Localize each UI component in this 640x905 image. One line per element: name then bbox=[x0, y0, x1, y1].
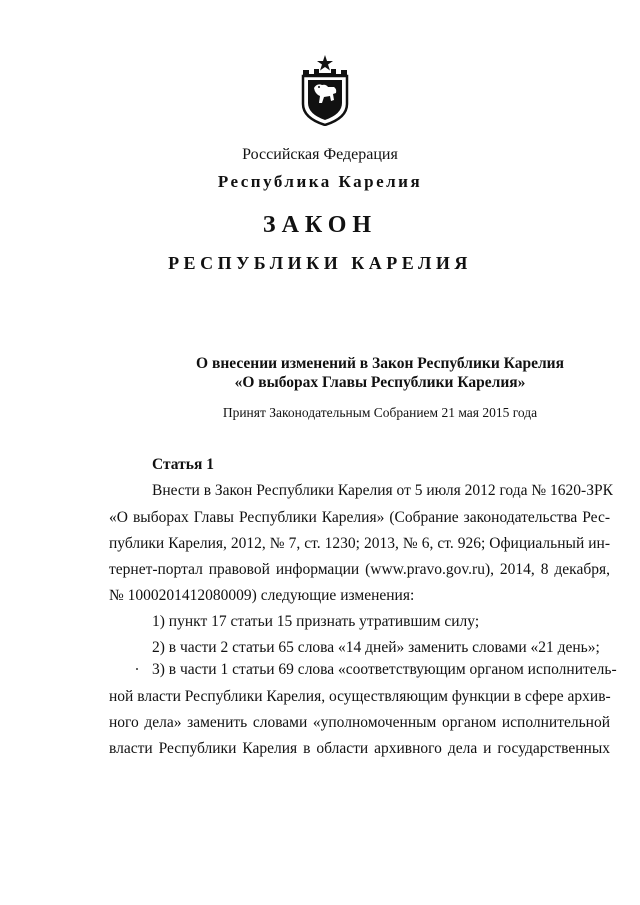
body-text-line: Внести в Закон Республики Карелия от 5 июля 2012 года № 1620-ЗРК bbox=[152, 482, 613, 499]
list-item: 2) в части 2 статьи 65 слова «14 дней» заменить словами «21 день»; bbox=[152, 639, 600, 656]
republic-name: Республика Карелия bbox=[217, 172, 423, 191]
country-name: Российская Федерация bbox=[242, 146, 398, 163]
body-text-line: публики Карелия, 2012, № 7, ст. 1230; 2013, № 6, ст. 926; Официальный ин- bbox=[109, 535, 610, 552]
document-title-line-2: «О выборах Главы Республики Карелия» bbox=[234, 374, 526, 391]
document-title-line-1: О внесении изменений в Закон Республики Карелия bbox=[196, 355, 564, 372]
body-text-line: ной власти Республики Карелия, осуществляющим функции в сфере архив- bbox=[109, 688, 611, 705]
body-text-line: ного дела» заменить словами «уполномоченным органом исполнительной bbox=[109, 714, 610, 731]
body-text-line: «О выборах Главы Республики Карелия» (Собрание законодательства Рес- bbox=[109, 509, 610, 526]
law-subtitle: РЕСПУБЛИКИ КАРЕЛИЯ bbox=[168, 253, 472, 273]
body-text-line: № 1000201412080009) следующие изменения: bbox=[109, 587, 415, 604]
body-text-line: тернет-портал правовой информации (www.pravo.gov.ru), 2014, 8 декабря, bbox=[109, 561, 610, 578]
coat-of-arms-emblem bbox=[298, 54, 352, 126]
body-text-line: власти Республики Карелия в области архивного дела и государственных bbox=[109, 740, 610, 757]
adoption-note: Принят Законодательным Собранием 21 мая 2015 года bbox=[222, 405, 538, 420]
article-heading: Статья 1 bbox=[152, 456, 214, 473]
list-item: 1) пункт 17 статьи 15 признать утратившим силу; bbox=[152, 613, 480, 630]
scan-speck bbox=[136, 668, 138, 670]
law-title: ЗАКОН bbox=[262, 212, 378, 238]
list-item: 3) в части 1 статьи 69 слова «соответствующим органом исполнитель- bbox=[152, 661, 617, 678]
